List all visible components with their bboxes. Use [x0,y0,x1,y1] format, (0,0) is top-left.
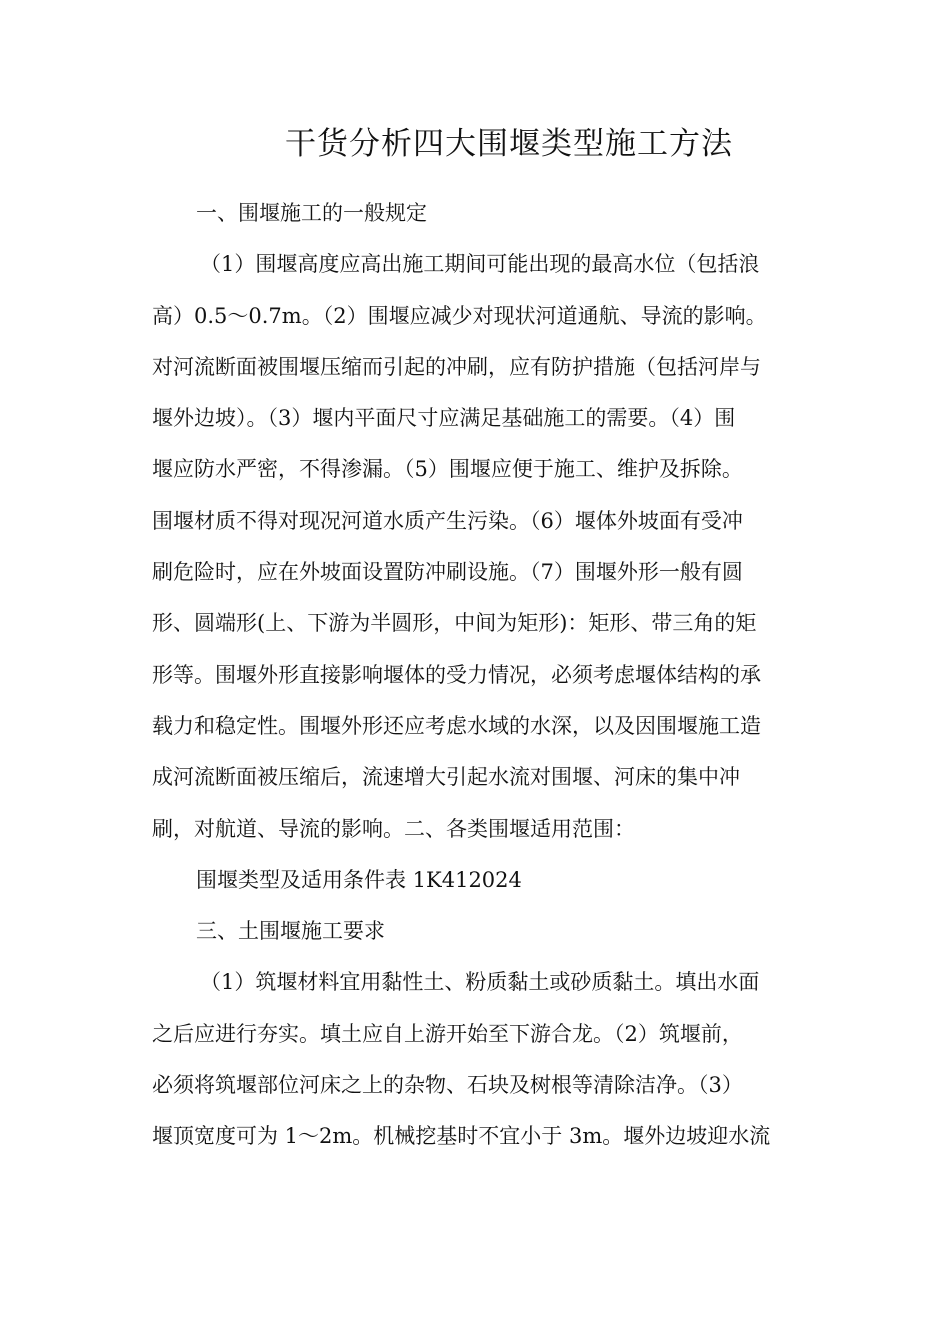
paragraph-line: 形等。围堰外形直接影响堰体的受力情况，必须考虑堰体结构的承 [152,662,761,687]
paragraph-line: 围堰材质不得对现况河道水质产生污染。（6）堰体外坡面有受冲 [152,508,743,533]
paragraph-line: 高）0.5～0.7m。（2）围堰应减少对现状河道通航、导流的影响。 [152,303,767,328]
paragraph-line: 必须将筑堰部位河床之上的杂物、石块及树根等清除洁净。（3） [152,1073,743,1098]
paragraph-line: 对河流断面被围堰压缩而引起的冲刷，应有防护措施（包括河岸与 [152,354,761,379]
section-heading-3: 三、土围堰施工要求 [196,919,385,944]
paragraph-line: （1）围堰高度应高出施工期间可能出现的最高水位（包括浪 [200,252,760,277]
document-title: 干货分析四大围堰类型施工方法 [285,126,733,162]
paragraph-line: 形、圆端形(上、下游为半圆形，中间为矩形)：矩形、带三角的矩 [152,611,757,636]
paragraph-line: 载力和稳定性。围堰外形还应考虑水域的水深，以及因围堰施工造 [152,713,761,738]
paragraph-line: 堰外边坡）。（3）堰内平面尺寸应满足基础施工的需要。（4）围 [152,406,736,431]
section-heading-1: 一、围堰施工的一般规定 [196,201,427,225]
paragraph-line: 之后应进行夯实。填土应自上游开始至下游合龙。（2）筑堰前， [152,1021,743,1046]
paragraph-line: 刷危险时，应在外坡面设置防冲刷设施。（7）围堰外形一般有圆 [152,560,743,585]
table-caption: 围堰类型及适用条件表 1K412024 [196,867,522,892]
paragraph-line: 成河流断面被压缩后，流速增大引起水流对围堰、河床的集中冲 [152,765,740,790]
document-body [152,188,802,1163]
paragraph-line: 刷，对航道、导流的影响。二、各类围堰适用范围： [152,816,635,841]
paragraph-line: 堰顶宽度可为 1～2m。机械挖基时不宜小于 3m。堰外边坡迎水流 [152,1124,771,1149]
paragraph-line: （1）筑堰材料宜用黏性土、粉质黏土或砂质黏土。填出水面 [200,970,760,995]
paragraph-line: 堰应防水严密，不得渗漏。（5）围堰应便于施工、维护及拆除。 [152,457,743,482]
